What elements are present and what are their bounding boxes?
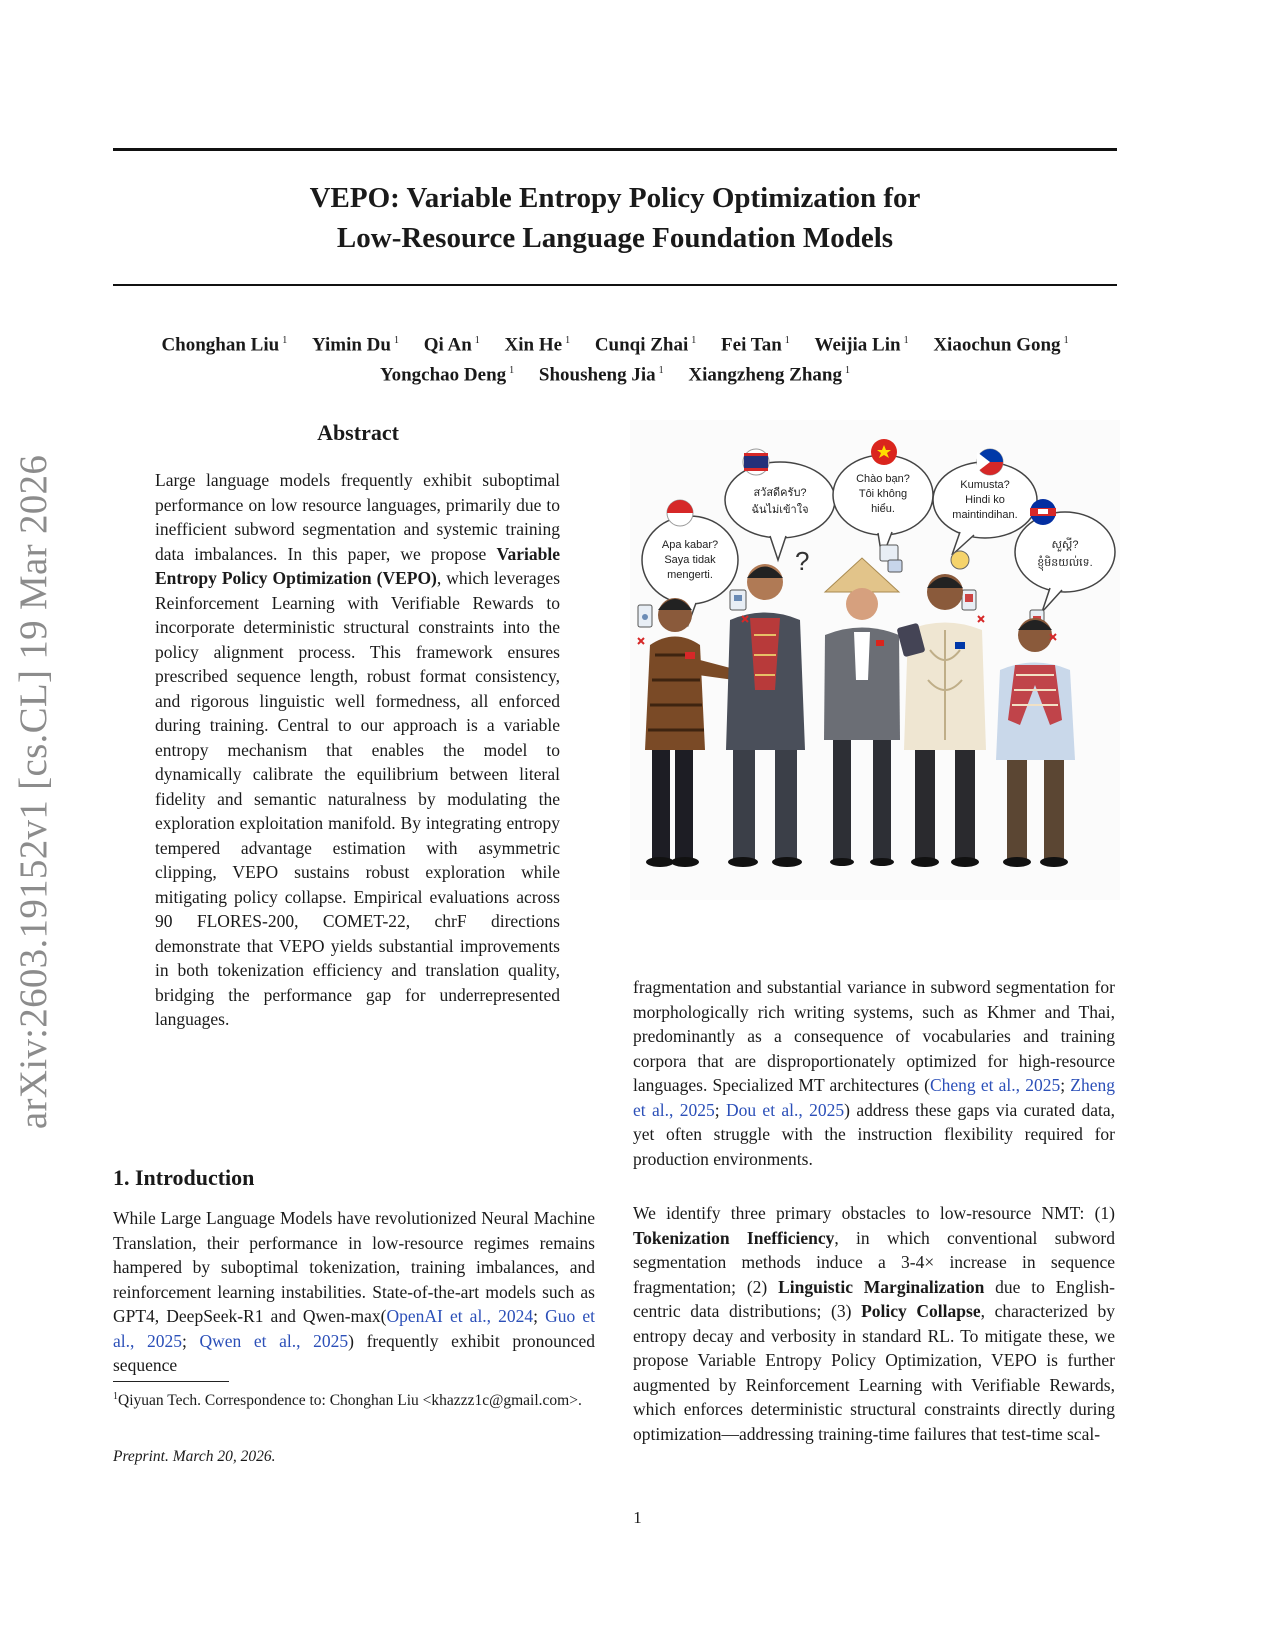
author: Qi An $^1$ (423, 334, 480, 356)
author: Xiaochun Gong $^1$ (933, 334, 1069, 356)
page-number: 1 (633, 1508, 642, 1527)
arxiv-stamp: arXiv:2603.19152v1 [cs.CL] 19 Mar 2026 (12, 454, 55, 1130)
philippines-flag-icon (977, 449, 1003, 475)
abstract-body: Large language models frequently exhibit suboptimal performance on low resource languages, primarily due to inefficient subword segmentation and systemic training data imbalances. In this paper, we propose Variable Entropy Policy Optimization (VEPO), which leverages Reinforcement Learning with Verifiable Rewards to incorporate deterministic structural constraints into the policy alignment process. This framework ensures prescribed sequence length, robust format consistency, and rigorous linguistic well formedness, all enforced during training. Central to our approach is a variable entropy mechanism that enables the model to dynamically calibrate the equilibrium between literal fidelity and semantic naturalness by modulating the exploration exploitation manifold. By integrating entropy tempered advantage estimation with asymmetric clipping, VEPO sustains robust exploration while mitigating policy collapse. Empirical evaluations across 90 FLORES-200, COMET-22, chrF directions demonstrate that VEPO yields substantial improvements in both tokenization efficiency and translation quality, bridging the performance gap for underrepresented languages. (155, 470, 561, 1029)
citation-link[interactable]: Qwen et al., 2025 (199, 1330, 349, 1351)
bubble-line: Kumusta? (960, 479, 1010, 491)
author: Weijia Lin $^1$ (814, 334, 909, 356)
introduction-paragraph: While Large Language Models have revolutionized Neural Machine Translation, their performance in low-resource regimes remains hampered by suboptimal tokenization, training imbalances, and reinforcement learning instabilities. State-of-the-art models such as GPT4, DeepSeek-R1 and Qwen-max(OpenAI et al., 2024; Guo et al., 2025; Qwen et al., 2025) frequently exhibit pronounced sequence (113, 1208, 595, 1375)
confused-emoji-icon (951, 551, 969, 569)
cambodia-flag-icon (1030, 499, 1056, 525)
thailand-flag-icon (743, 449, 769, 475)
footnote: $^1$Qiyuan Tech. Correspondence to: Chonghan Liu <khazzz1c@gmail.com>. (113, 1391, 582, 1410)
tablet-icon (962, 590, 976, 610)
question-mark: ? (795, 546, 810, 576)
bubble-line: Tôi không (858, 488, 908, 500)
bubble-line: สวัสดีครับ? (753, 487, 807, 499)
bubble-line: ខ្ញុំមិនយល់ទេ. (1037, 557, 1093, 569)
citation-link[interactable]: Guo et al., 2025 (113, 1306, 595, 1351)
title-line-1: VEPO: Variable Entropy Policy Optimization for (309, 182, 921, 214)
title-bottom-rule (113, 284, 1117, 286)
bubble-line: Saya tidak (664, 554, 716, 566)
bubble-line: Hindi ko (965, 494, 1005, 506)
citation-link[interactable]: Zheng et al., 2025 (633, 1075, 1115, 1120)
author-list (140, 328, 1090, 389)
bubble-line: Apa kabar? (661, 539, 719, 551)
right-column-paragraph-2: We identify three primary obstacles to low-resource NMT: (1) Tokenization Inefficiency, in which conventional subword segmentation methods induce a 3-4× increase in sequence fragmentation; (2) Linguistic Marginalization due to English-centric data distributions; (3) Policy Collapse, characterized by entropy decay and verbosity in standard RL. To mitigate these, we propose Variable Entropy Policy Optimization, VEPO is further augmented by Reinforcement Learning with Verifiable Rewards, which enforces deterministic structural constraints directly during optimization—addressing training-time failures that test-time scal- (633, 1203, 1115, 1444)
bubble-line: hiểu. (871, 503, 895, 515)
bubble-line: សួស្តី? (1051, 539, 1079, 551)
author: Cunqi Zhai $^1$ (594, 334, 697, 356)
footnote-rule (113, 1381, 229, 1382)
title-top-rule (113, 148, 1117, 151)
translate-icon (730, 590, 746, 610)
bubble-line: Chào bạn? (856, 473, 910, 485)
author: Chonghan Liu $^1$ (161, 334, 288, 356)
abstract-heading: Abstract (317, 420, 399, 445)
abstract-bold-term: Variable Entropy Policy Optimization (VEPO) (155, 543, 560, 588)
citation-link[interactable]: OpenAI et al., 2024 (386, 1306, 534, 1326)
author: Yongchao Deng $^1$ (380, 364, 515, 386)
author: Yimin Du $^1$ (311, 334, 399, 356)
preprint-note: Preprint. March 20, 2026. (113, 1448, 276, 1465)
vietnam-flag-icon (871, 439, 897, 465)
bubble-line: ฉันไม่เข้าใจ (751, 504, 809, 516)
right-column-paragraph-1: fragmentation and substantial variance in subword segmentation for morphologically rich writing systems, such as Khmer and Thai, predominantly as a consequence of vocabularies and training corpora that are disproportionately optimized for high-resource languages. Specialized MT architectures (Cheng et al., 2025; Zheng et al., 2025; Dou et al., 2025) address these gaps via curated data, yet often struggle with the instruction flexibility required for production environments. (633, 977, 1115, 1169)
citation-link[interactable]: Dou et al., 2025 (725, 1099, 845, 1120)
citation-link[interactable]: Cheng et al., 2025 (929, 1075, 1061, 1095)
author: Xin He $^1$ (504, 334, 571, 356)
title-line-2: Low-Resource Language Foundation Models (336, 222, 894, 254)
indonesia-flag-icon (667, 500, 693, 526)
author: Fei Tan $^1$ (721, 334, 790, 356)
illustration-figure (630, 420, 1120, 900)
section-heading-introduction: 1. Introduction (113, 1165, 255, 1190)
paper-title (113, 178, 1117, 258)
bubble-line: maintindihan. (952, 509, 1018, 521)
author: Xiangzheng Zhang $^1$ (688, 364, 850, 386)
bubble-line: mengerti. (667, 569, 713, 581)
author: Shousheng Jia $^1$ (538, 364, 664, 386)
phone-icon (638, 605, 652, 627)
